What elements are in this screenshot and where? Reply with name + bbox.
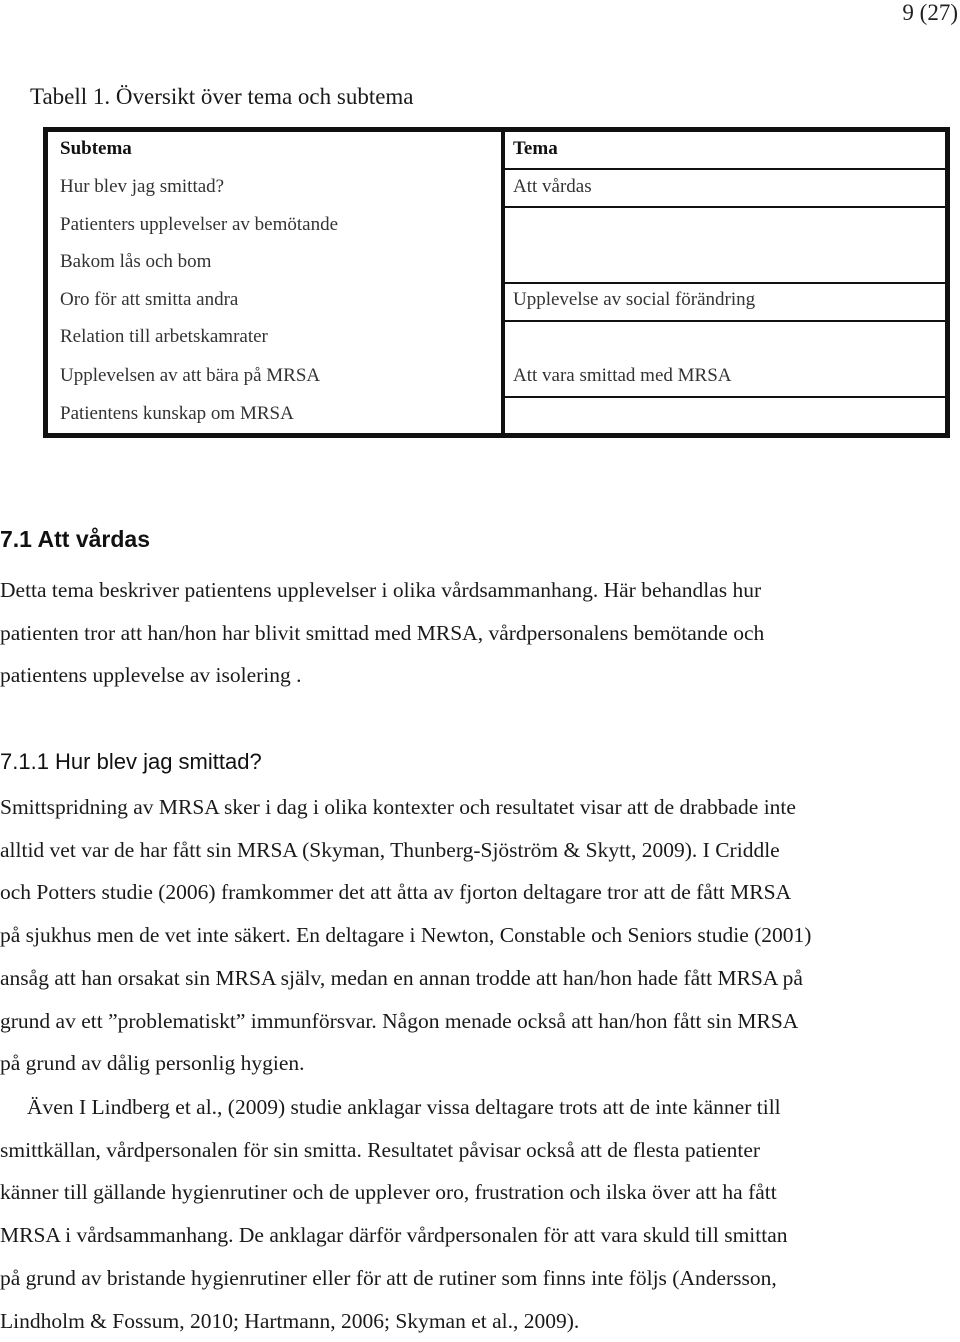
subtema-header: Subtema <box>60 138 132 159</box>
paragraph-line: Smittspridning av MRSA sker i dag i olika kontexter och resultatet visar att de drabbade inte <box>0 795 796 819</box>
tema-cell: Upplevelse av social förändring <box>513 289 756 310</box>
paragraph-line: patienten tror att han/hon har blivit smittad med MRSA, vårdpersonalens bemötande och <box>0 620 765 645</box>
subtema-cell: Patientens kunskap om MRSA <box>60 403 294 424</box>
overview-table <box>43 127 950 438</box>
paragraph-line: Detta tema beskriver patientens upplevelser i olika vårdsammanhang. Här behandlas hur <box>0 578 762 602</box>
table-caption: Tabell 1. Översikt över tema och subtema <box>30 84 414 109</box>
paragraph-line: MRSA i vårdsammanhang. De anklagar därför vårdpersonalen för att vara skuld till smittan <box>0 1223 788 1248</box>
tema-cell: Att vårdas <box>513 176 592 197</box>
paragraph-line: alltid vet var de har fått sin MRSA (Skyman, Thunberg-Sjöström & Skytt, 2009). I Criddle <box>0 837 780 862</box>
subtema-cell: Hur blev jag smittad? <box>60 176 225 197</box>
section-paragraph <box>0 569 960 697</box>
table-row-divider <box>505 320 945 322</box>
paragraph-line: på sjukhus men de vet inte säkert. En deltagare i Newton, Constable och Seniors studie (2001) <box>0 923 812 948</box>
paragraph-line: grund av ett ”problematiskt” immunförsvar. Någon menade också att han/hon fått sin MRSA <box>0 1008 799 1033</box>
paragraph-line: och Potters studie (2006) framkommer det att åtta av fjorton deltagare tror att de fått MRSA <box>0 880 792 905</box>
paragraph-line: Lindholm & Fossum, 2010; Hartmann, 2006; Skyman et al., 2009). <box>0 1308 580 1333</box>
paragraph-line: ansåg att han orsakat sin MRSA själv, medan en annan trodde att han/hon hade fått MRSA på <box>0 965 803 990</box>
subtema-cell: Patienters upplevelser av bemötande <box>60 214 339 235</box>
subsection-paragraph-1 <box>0 786 960 1085</box>
paragraph-line: känner till gällande hygienrutiner och de upplever oro, frustration och ilska över att ha fått <box>0 1180 777 1205</box>
tema-cell: Att vara smittad med MRSA <box>513 365 732 386</box>
subsection-paragraph-2 <box>0 1086 960 1342</box>
subtema-cell: Relation till arbetskamrater <box>60 326 268 347</box>
tema-header: Tema <box>513 138 558 159</box>
paragraph-line: patientens upplevelse av isolering . <box>0 663 302 688</box>
subsection-heading: 7.1.1 Hur blev jag smittad? <box>0 749 262 774</box>
table-row-divider <box>505 396 945 398</box>
subtema-cell: Bakom lås och bom <box>60 251 212 272</box>
page-number: 9 (27) <box>902 0 958 25</box>
paragraph-line: smittkällan, vårdpersonalen för sin smitta. Resultatet påvisar också att de flesta patienter <box>0 1137 761 1162</box>
table-row-divider <box>505 282 945 284</box>
subtema-cell: Upplevelsen av att bära på MRSA <box>60 365 321 386</box>
table-row-divider <box>505 168 945 170</box>
paragraph-line: Även I Lindberg et al., (2009) studie anklagar vissa deltagare trots att de inte känner till <box>27 1095 781 1119</box>
subtema-cell: Oro för att smitta andra <box>60 289 239 310</box>
section-heading: 7.1 Att vårdas <box>0 526 150 552</box>
table-row-divider <box>505 206 945 208</box>
paragraph-line: på grund av bristande hygienrutiner eller för att de rutiner som finns inte följs (Andersson, <box>0 1265 777 1290</box>
paragraph-line: på grund av dålig personlig hygien. <box>0 1051 305 1076</box>
